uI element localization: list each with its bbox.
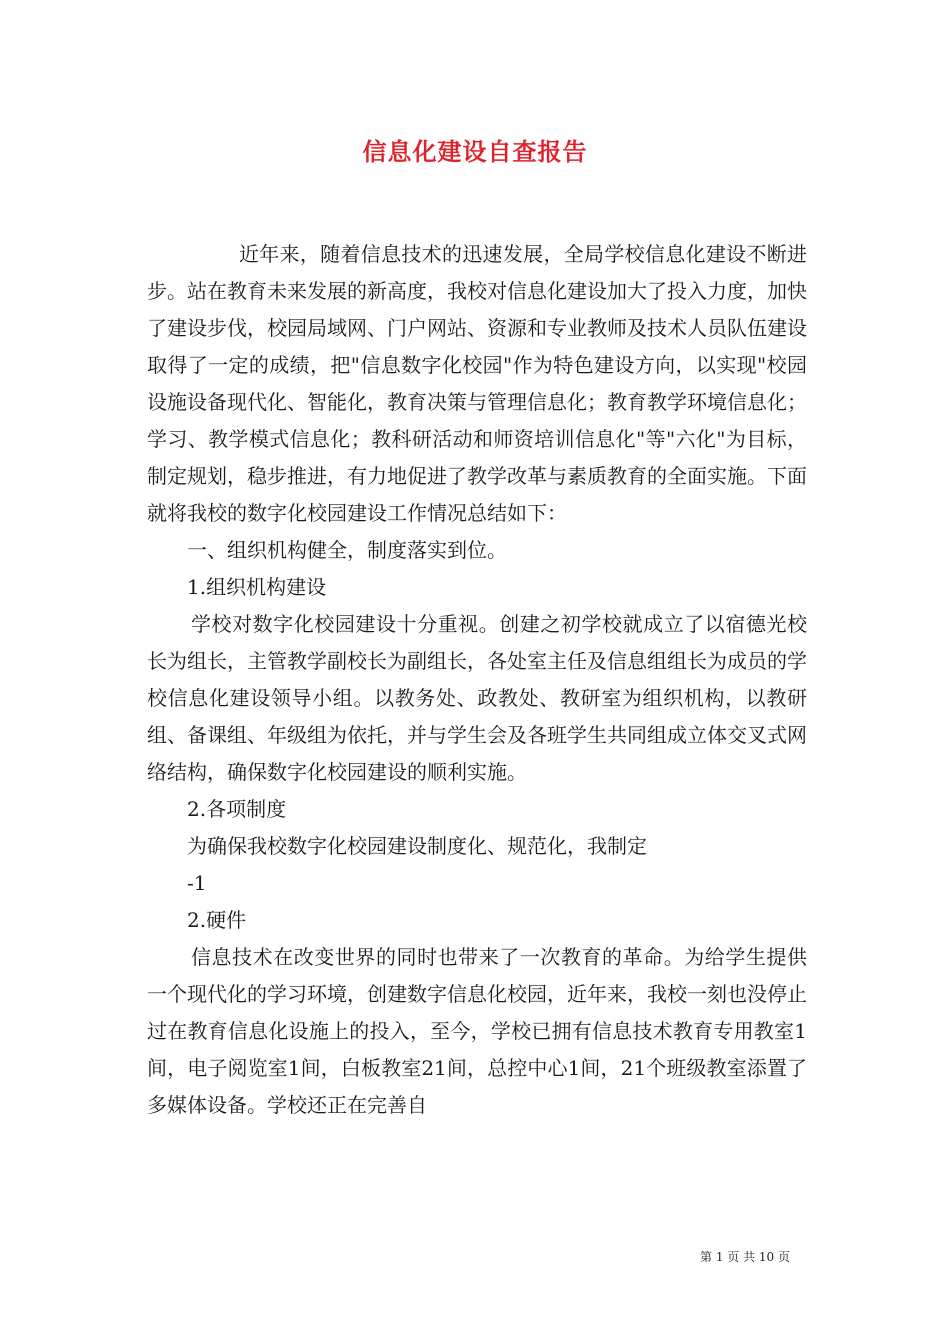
paragraph-intro: 近年来，随着信息技术的迅速发展，全局学校信息化建设不断进步。站在教育未来发展的新高度，我校对信息化建设加大了投入力度，加快了建设步伐，校园局域网、门户网站、资源和专业教师及技术人员队伍建设取得了一定的成绩，把"信息数字化校园"作为特色建设方向，以实现"校园设施设备现代化、智能化，教育决策与管理信息化；教育教学环境信息化；学习、教学模式信息化；教科研活动和师资培训信息化"等"六化"为目标，制定规划，稳步推进，有力地促进了教学改革与素质教育的全面实施。下面就将我校的数字化校园建设工作情况总结如下： bbox=[147, 242, 807, 525]
paragraph-hardware: 信息技术在改变世界的同时也带来了一次教育的革命。为给学生提供一个现代化的学习环境，创建数字信息化校园，近年来，我校一刻也没停止过在教育信息化设施上的投入，至今，学校已拥有信息技术教育专用教室1间，电子阅览室1间，白板教室21间，总控中心1间，21个班级教室添置了多媒体设备。学校还正在完善自 bbox=[147, 945, 807, 1117]
paragraph-regulations: 为确保我校数字化校园建设制度化、规范化，我制定 bbox=[187, 834, 647, 858]
document-body bbox=[147, 236, 807, 1124]
page-number: 第 1 页 共 10 页 bbox=[700, 1250, 790, 1264]
subheading-regulations: 2.各项制度 bbox=[187, 797, 287, 821]
heading-section-1: 一、组织机构健全，制度落实到位。 bbox=[187, 538, 507, 562]
paragraph-organization: 学校对数字化校园建设十分重视。创建之初学校就成立了以宿德光校长为组长，主管教学副校长为副组长，各处室主任及信息组组长为成员的学校信息化建设领导小组。以教务处、政教处、教研室为组织机构，以教研组、备课组、年级组为依托，并与学生会及各班学生共同组成立体交叉式网络结构，确保数字化校园建设的顺利实施。 bbox=[147, 612, 807, 784]
paragraph-fragment: -1 bbox=[187, 871, 207, 895]
subheading-organization: 1.组织机构建设 bbox=[187, 575, 327, 599]
subheading-hardware: 2.硬件 bbox=[187, 908, 247, 932]
document-title: 信息化建设自查报告 bbox=[362, 138, 588, 166]
